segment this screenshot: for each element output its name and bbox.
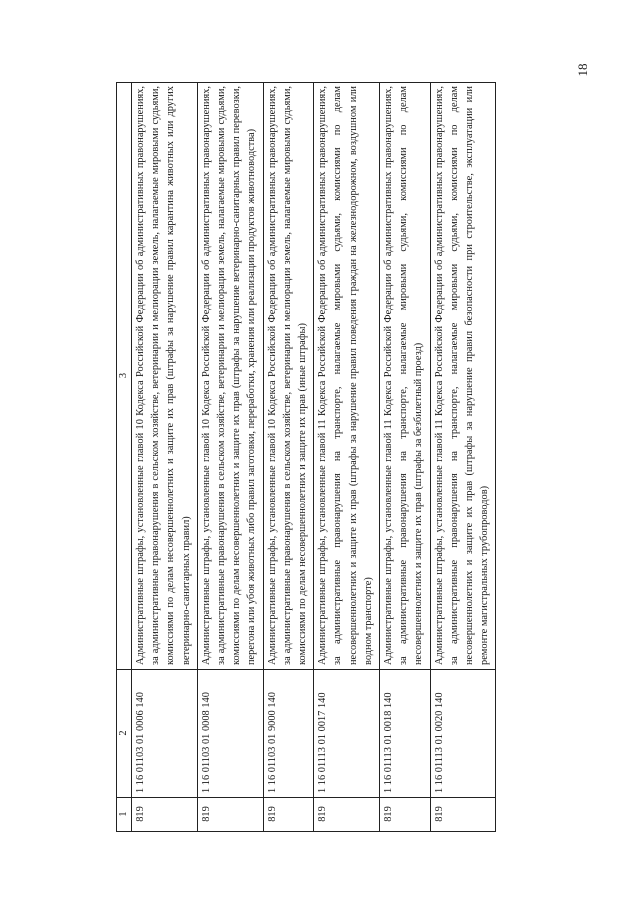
description-cell: Административные штрафы, установленные главой 10 Кодекса Российской Федерации об административных правонарушениях, за административные правонарушения в сельском хозяйстве, ветеринарии и мелиорации земель, налагаемые мировыми судьями, комиссиями по делам несовершеннолетних и защите их прав (штрафы за нарушение ветеринарно-санитарных правил перевозки, перегона или убоя животных либо правил заготовки, переработки, хранения или реализации продуктов животноводства) — [197, 83, 263, 670]
table-row — [314, 83, 380, 832]
kbk-cell: 1 16 01103 01 9000 140 — [263, 670, 314, 798]
description-cell: Административные штрафы, установленные главой 10 Кодекса Российской Федерации об административных правонарушениях, за административные правонарушения в сельском хозяйстве, ветеринарии и мелиорации земель, налагаемые мировыми судьями, комиссиями по делам несовершеннолетних и защите их прав (иные штрафы) — [263, 83, 314, 670]
table-row — [430, 83, 496, 832]
page-number: 18 — [575, 63, 590, 77]
admin-code-cell: 819 — [263, 798, 314, 832]
description-cell: Административные штрафы, установленные главой 11 Кодекса Российской Федерации об административных правонарушениях, за административные правонарушения на транспорте, налагаемые мировыми судьями, комиссиями по делам несовершеннолетних и защите их прав (штрафы за безбилетный проезд) — [380, 83, 431, 670]
header-col-2: 2 — [117, 670, 132, 798]
description-cell: Административные штрафы, установленные главой 10 Кодекса Российской Федерации об административных правонарушениях, за административные правонарушения в сельском хозяйстве, ветеринарии и мелиорации земель, налагаемые мировыми судьями, комиссиями по делам несовершеннолетних и защите их прав (штрафы за нарушение правил карантина животных или других ветеринарно-санитарных правил) — [132, 83, 198, 670]
budget-codes-table — [116, 82, 496, 832]
description-cell: Административные штрафы, установленные главой 11 Кодекса Российской Федерации об административных правонарушениях, за административные правонарушения на транспорте, налагаемые мировыми судьями, комиссиями по делам несовершеннолетних и защите их прав (штрафы за нарушение правил поведения граждан на железнодорожном, воздушном или водном транспорте) — [314, 83, 380, 670]
rotated-page-content — [116, 82, 598, 832]
table-row — [380, 83, 431, 832]
admin-code-cell: 819 — [430, 798, 496, 832]
table-row — [132, 83, 198, 832]
kbk-cell: 1 16 01113 01 0018 140 — [380, 670, 431, 798]
table-row — [197, 83, 263, 832]
table-row — [263, 83, 314, 832]
kbk-cell: 1 16 01113 01 0017 140 — [314, 670, 380, 798]
header-col-3: 3 — [117, 83, 132, 670]
admin-code-cell: 819 — [314, 798, 380, 832]
kbk-cell: 1 16 01103 01 0008 140 — [197, 670, 263, 798]
kbk-cell: 1 16 01113 01 0020 140 — [430, 670, 496, 798]
admin-code-cell: 819 — [197, 798, 263, 832]
table-header-row — [117, 83, 132, 832]
kbk-cell: 1 16 01103 01 0006 140 — [132, 670, 198, 798]
header-col-1: 1 — [117, 798, 132, 832]
admin-code-cell: 819 — [132, 798, 198, 832]
admin-code-cell: 819 — [380, 798, 431, 832]
description-cell: Административные штрафы, установленные главой 11 Кодекса Российской Федерации об административных правонарушениях, за административные правонарушения на транспорте, налагаемые мировыми судьями, комиссиями по делам несовершеннолетних и защите их прав (штрафы за нарушение правил безопасности при строительстве, эксплуатации или ремонте магистральных трубопроводов) — [430, 83, 496, 670]
